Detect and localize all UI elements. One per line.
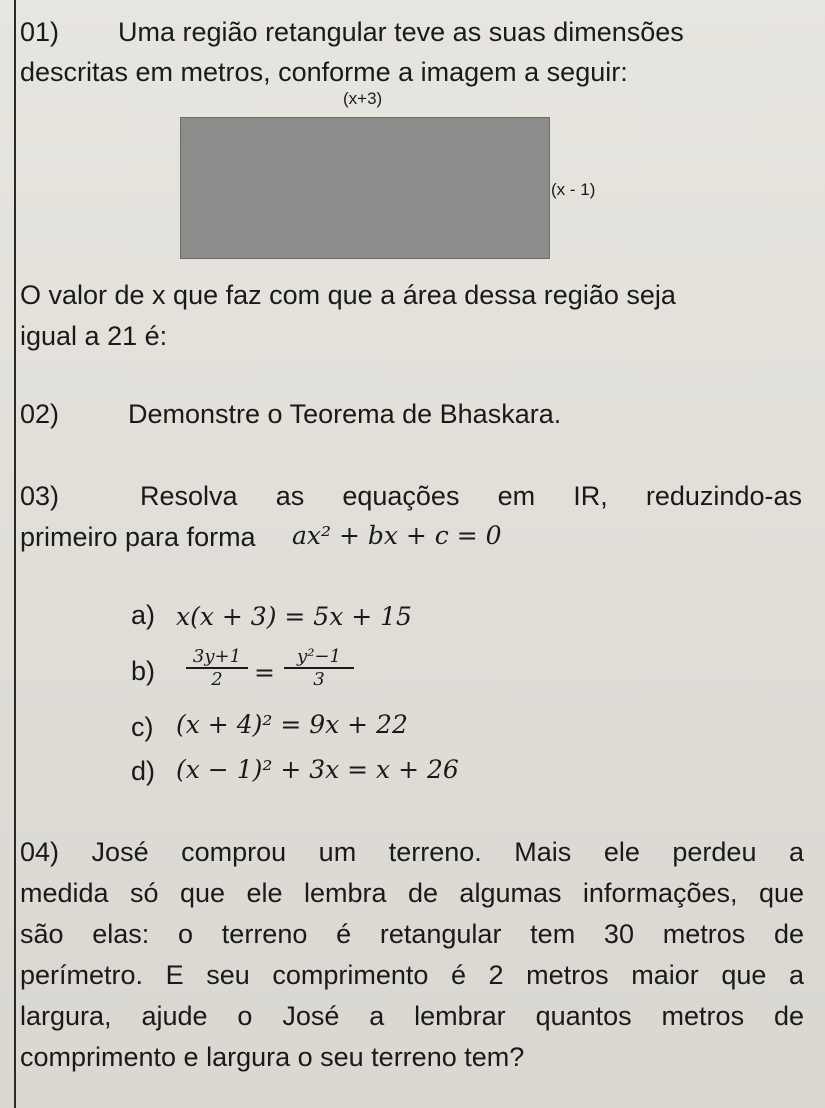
q3-general-form: ax² + bx + c = 0 [292, 521, 502, 550]
item-b-equals: = [254, 658, 275, 687]
item-b-right-denominator: 3 [313, 669, 325, 690]
page-margin-line [14, 0, 16, 1108]
figure-side-label: (x - 1) [551, 180, 596, 199]
q3-line1: Resolva as equações em IR, reduzindo-as [140, 481, 802, 511]
q4-line5: largura, ajude o José a lembrar quantos metros de [20, 1001, 804, 1031]
item-b-fraction-right [284, 646, 354, 690]
item-a-label: a) [131, 600, 156, 630]
q1-line2: descritas em metros, conforme a imagem a seguir: [20, 57, 628, 87]
item-c-equation: (x + 4)² = 9x + 22 [176, 710, 408, 739]
item-b-fraction-left [186, 646, 248, 690]
q3-line2: primeiro para forma [20, 522, 256, 552]
q4-line2: medida só que ele lembra de algumas informações, que [20, 878, 804, 908]
item-b-label: b) [131, 656, 156, 686]
q4-line6: comprimento e largura o seu terreno tem? [20, 1042, 525, 1072]
q1-line3: O valor de x que faz com que a área dessa região seja [20, 280, 676, 310]
item-b-right-numerator: y²−1 [284, 646, 354, 669]
item-a-equation: x(x + 3) = 5x + 15 [176, 602, 412, 631]
item-c-label: c) [131, 712, 154, 742]
q4-line3: são elas: o terreno é retangular tem 30 metros de [20, 919, 804, 949]
q1-line4: igual a 21 é: [20, 321, 168, 351]
q1-number: 01) [20, 17, 60, 47]
item-d-label: d) [131, 756, 156, 786]
item-b-left-numerator: 3y+1 [186, 646, 248, 669]
q4-line4: perímetro. E seu comprimento é 2 metros maior que a [20, 960, 804, 990]
q2-text: Demonstre o Teorema de Bhaskara. [128, 399, 562, 429]
q4-line1: 04) José comprou um terreno. Mais ele perdeu a [20, 837, 804, 867]
rectangle-figure [180, 117, 550, 259]
item-d-equation: (x − 1)² + 3x = x + 26 [176, 755, 459, 784]
figure-top-label: (x+3) [343, 89, 383, 108]
item-b-left-denominator: 2 [211, 669, 223, 690]
q2-number: 02) [20, 399, 60, 429]
q1-line1: Uma região retangular teve as suas dimensões [118, 17, 684, 47]
q3-number: 03) [20, 481, 60, 511]
